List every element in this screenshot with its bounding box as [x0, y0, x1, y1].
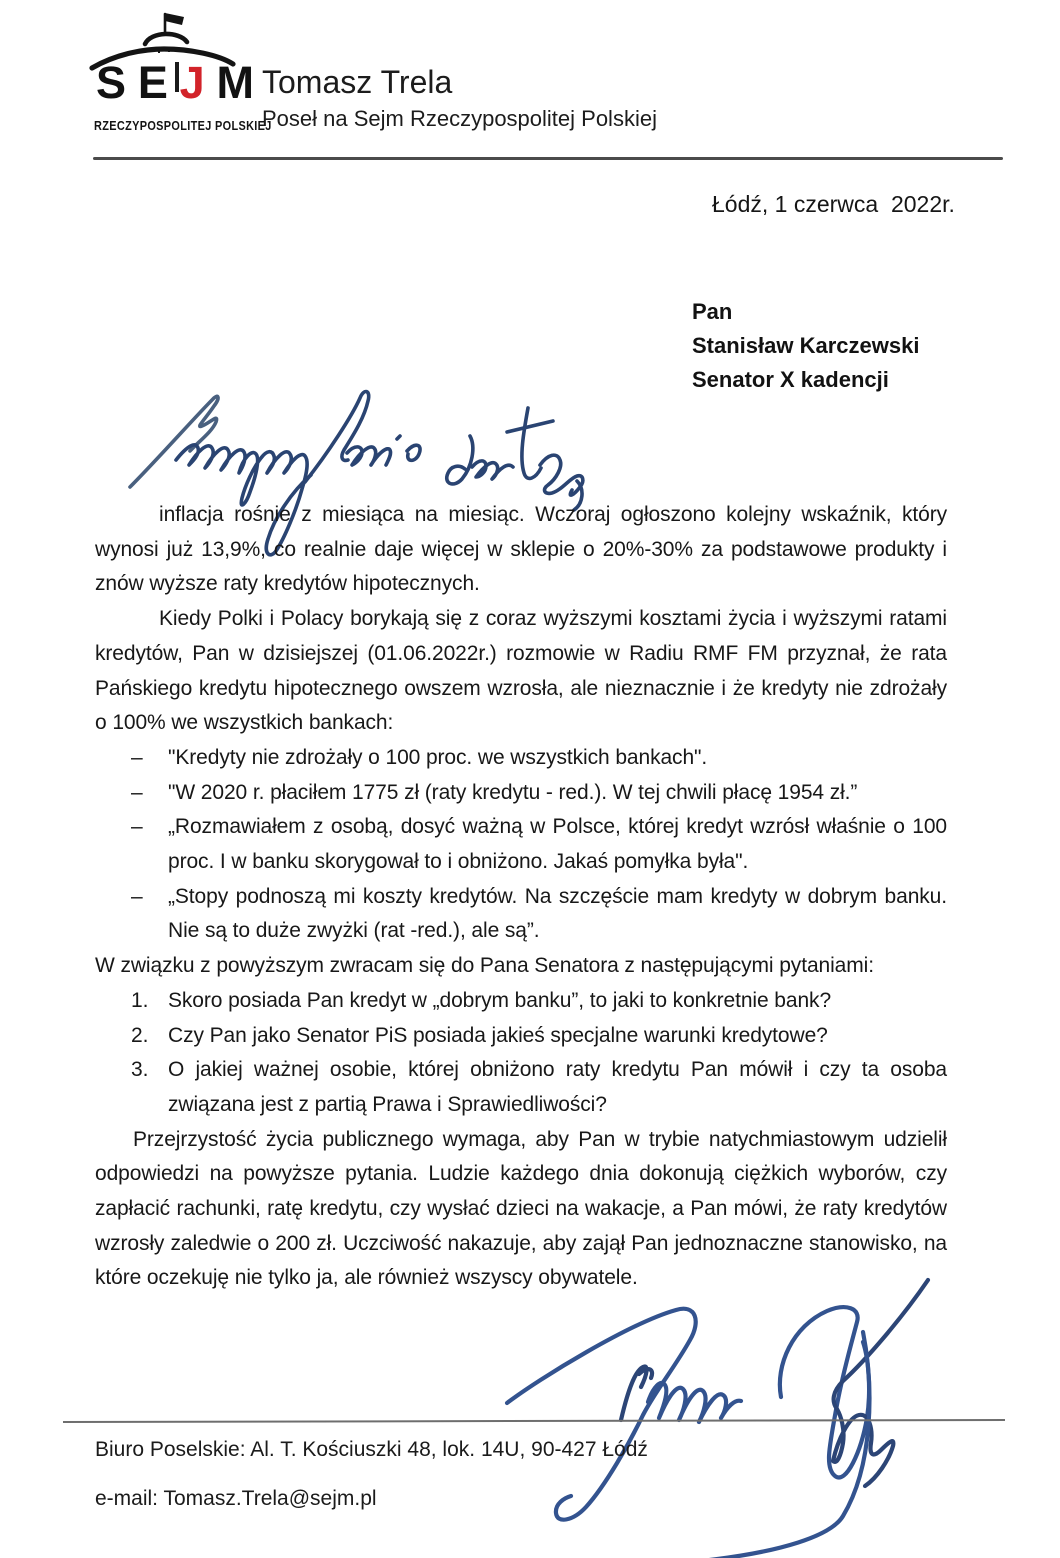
sejm-logo-caption: RZECZYPOSPOLITEJ POLSKIEJ: [94, 118, 272, 133]
quote-text: „Stopy podnoszą mi koszty kredytów. Na szczęście mam kredyty w dobrym banku. Nie są to duże zwyżki (rat -red.), ale są”.: [168, 884, 947, 943]
question-number: 2.: [131, 1023, 149, 1047]
quote-item: [95, 810, 947, 879]
dash-bullet: –: [131, 884, 143, 908]
quote-item: [95, 741, 947, 776]
office-address: Biuro Poselskie: Al. T. Kościuszki 48, lok. 14U, 90-427 Łódź: [95, 1438, 648, 1461]
dash-bullet: –: [131, 780, 143, 804]
dash-bullet: –: [131, 745, 143, 769]
question-number: 3.: [131, 1058, 149, 1082]
footer-divider: [63, 1419, 1005, 1423]
dash-bullet: –: [131, 815, 143, 839]
quote-text: "Kredyty nie zdrożały o 100 proc. we wszystkich bankach".: [168, 745, 708, 769]
sejm-letter-e: E: [137, 57, 168, 108]
sejm-wordmark: [96, 57, 254, 108]
question-text: Czy Pan jako Senator PiS posiada jakieś specjalne warunki kredytowe?: [168, 1023, 828, 1047]
question-number: 1.: [131, 988, 149, 1012]
letter-body: [95, 498, 947, 1296]
closing-paragraph: Przejrzystość życia publicznego wymaga, aby Pan w trybie natychmiastowym udzielił odpowiedzi na powyższe pytania. Ludzie każdego dnia dokonują ciężkich wyborów, czy zapłacić rachunki, ratę kredytu, czy wysłać dzieci na wakacje, a Pan mówi, że raty kredytów wzrosły zaledwie o 200 zł. Uczciwość nakazuje, aby zajął Pan jednoznaczne stanowisko, na które oczekuję nie tylko ja, ale również wszyscy obywatele.: [95, 1127, 947, 1290]
letterhead-divider: [93, 157, 1003, 160]
paragraph-inflation: inflacja rośnie z miesiąca na miesiąc. Wczoraj ogłoszono kolejny wskaźnik, który wynosi już 13,9%, co realnie daje więcej w sklepie o 20%-30% za podstawowe produkty i znów wyższe raty kredytów hipotecznych.: [95, 503, 947, 596]
sejm-letter-j: J: [179, 57, 205, 108]
quote-text: „Rozmawiałem z osobą, dosyć ważną w Polsce, której kredyt wzrósł właśnie o 100 proc. I w banku skorygował to i obniżono. Jakaś pomyłka była".: [168, 815, 947, 874]
recipient-name: Stanisław Karczewski: [692, 333, 920, 358]
recipient-salutation: Pan: [692, 299, 733, 324]
recipient-role: Senator X kadencji: [692, 367, 889, 392]
question-text: Skoro posiada Pan kredyt w „dobrym banku”, to jaki to konkretnie bank?: [168, 988, 832, 1012]
sejm-letter-s: S: [96, 57, 127, 108]
question-item: [95, 1019, 947, 1054]
sender-title: Poseł na Sejm Rzeczypospolitej Polskiej: [262, 106, 657, 131]
question-item: [95, 984, 947, 1019]
quote-item: [95, 776, 947, 811]
question-item: [95, 1053, 947, 1122]
sejm-logo: [88, 4, 272, 144]
paragraph-radio-interview: Kiedy Polki i Polacy borykają się z coraz wyższymi kosztami życia i wyższymi ratami kredytów, Pan w dzisiejszej (01.06.2022r.) rozmowie w Radiu RMF FM przyznał, że rata Pańskiego kredytu hipotecznego owszem wzrosła, ale nieznacznie i że kredyty nie zdrożały o 100% we wszystkich bankach:: [95, 607, 947, 735]
sejm-letter-m: M: [216, 57, 254, 108]
quote-item: [95, 880, 947, 949]
sender-name: Tomasz Trela: [262, 64, 453, 100]
handwritten-signature: [480, 1270, 950, 1558]
quote-text: "W 2020 r. płaciłem 1775 zł (raty kredytu - red.). W tej chwili płacę 1954 zł.”: [168, 780, 858, 804]
question-text: O jakiej ważnej osobie, której obniżono raty kredytu Pan mówił i czy ta osoba związana jest z partią Prawa i Sprawiedliwości?: [168, 1058, 947, 1116]
questions-lead: W związku z powyższym zwracam się do Pana Senatora z następującymi pytaniami:: [95, 954, 874, 978]
office-email: e-mail: Tomasz.Trela@sejm.pl: [95, 1487, 377, 1510]
dateline: Łódź, 1 czerwca 2022r.: [712, 191, 955, 217]
recipient-block: [692, 295, 919, 397]
